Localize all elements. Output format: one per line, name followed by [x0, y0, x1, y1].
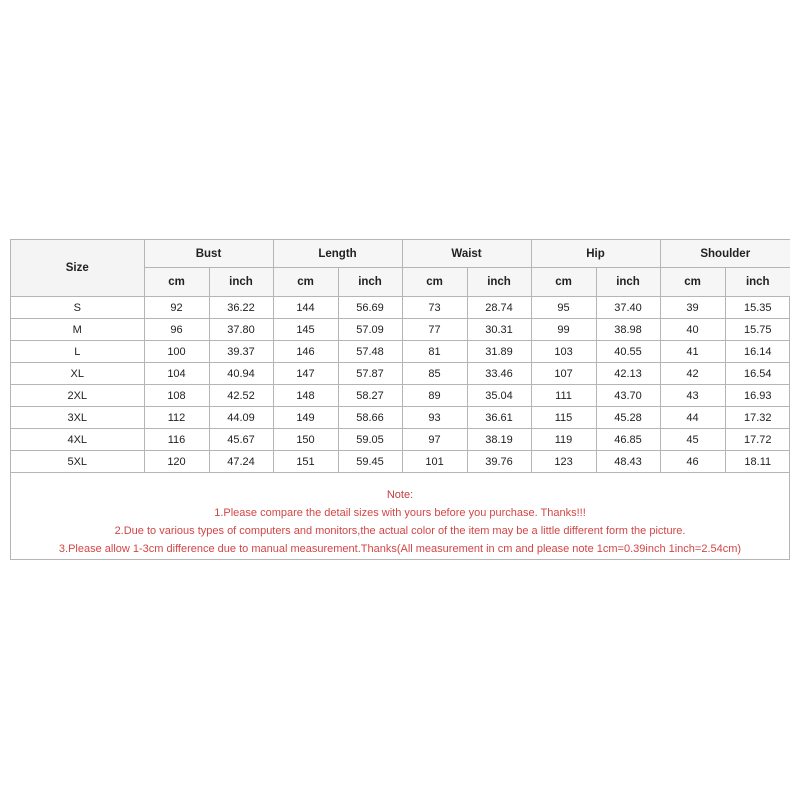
table-cell: 151: [273, 451, 338, 473]
table-cell: 58.27: [338, 385, 402, 407]
unit-cm-header: cm: [144, 268, 209, 297]
table-cell: 44.09: [209, 407, 273, 429]
unit-cm-header: cm: [531, 268, 596, 297]
note-line: 3.Please allow 1-3cm difference due to manual measurement.Thanks(All measurement in cm and please note 1cm=0.39inch 1inch=2.54cm): [58, 543, 742, 555]
length-header: Length: [273, 240, 402, 268]
table-cell: 45: [660, 429, 725, 451]
size-label: 2XL: [11, 385, 144, 407]
notes-section: [11, 486, 789, 558]
table-cell: 100: [144, 341, 209, 363]
unit-inch-header: inch: [338, 268, 402, 297]
table-cell: 42.52: [209, 385, 273, 407]
table-cell: 108: [144, 385, 209, 407]
table-cell: 85: [402, 363, 467, 385]
table-cell: 39.76: [467, 451, 531, 473]
header-row-groups: [11, 240, 790, 268]
table-cell: 112: [144, 407, 209, 429]
table-cell: 93: [402, 407, 467, 429]
unit-inch-header: inch: [209, 268, 273, 297]
table-cell: 16.93: [725, 385, 790, 407]
table-cell: 36.61: [467, 407, 531, 429]
table-cell: 56.69: [338, 297, 402, 319]
table-cell: 37.80: [209, 319, 273, 341]
table-cell: 89: [402, 385, 467, 407]
table-cell: 37.40: [596, 297, 660, 319]
table-cell: 146: [273, 341, 338, 363]
size-table: [11, 240, 790, 473]
table-cell: 35.04: [467, 385, 531, 407]
table-cell: 104: [144, 363, 209, 385]
table-cell: 147: [273, 363, 338, 385]
table-cell: 57.48: [338, 341, 402, 363]
table-cell: 58.66: [338, 407, 402, 429]
table-row: [11, 319, 790, 341]
table-cell: 39: [660, 297, 725, 319]
table-cell: 59.05: [338, 429, 402, 451]
table-cell: 111: [531, 385, 596, 407]
unit-cm-header: cm: [273, 268, 338, 297]
size-column-header: Size: [11, 240, 144, 297]
table-cell: 107: [531, 363, 596, 385]
size-chart: [10, 239, 790, 560]
hip-header: Hip: [531, 240, 660, 268]
table-cell: 57.87: [338, 363, 402, 385]
table-cell: 43.70: [596, 385, 660, 407]
table-cell: 57.09: [338, 319, 402, 341]
table-cell: 120: [144, 451, 209, 473]
size-label: 5XL: [11, 451, 144, 473]
table-cell: 28.74: [467, 297, 531, 319]
bust-header: Bust: [144, 240, 273, 268]
table-cell: 30.31: [467, 319, 531, 341]
table-cell: 31.89: [467, 341, 531, 363]
table-cell: 119: [531, 429, 596, 451]
table-cell: 43: [660, 385, 725, 407]
note-line: 1.Please compare the detail sizes with yours before you purchase. Thanks!!!: [214, 507, 586, 519]
table-cell: 46: [660, 451, 725, 473]
table-cell: 103: [531, 341, 596, 363]
size-label: 4XL: [11, 429, 144, 451]
note-title: Note:: [386, 489, 414, 501]
table-cell: 38.19: [467, 429, 531, 451]
table-cell: 45.67: [209, 429, 273, 451]
table-cell: 148: [273, 385, 338, 407]
table-row: [11, 407, 790, 429]
table-cell: 38.98: [596, 319, 660, 341]
shoulder-header: Shoulder: [660, 240, 790, 268]
table-cell: 44: [660, 407, 725, 429]
size-label: M: [11, 319, 144, 341]
table-cell: 40: [660, 319, 725, 341]
table-cell: 16.54: [725, 363, 790, 385]
table-cell: 145: [273, 319, 338, 341]
table-row: [11, 385, 790, 407]
table-cell: 33.46: [467, 363, 531, 385]
table-cell: 40.94: [209, 363, 273, 385]
size-label: XL: [11, 363, 144, 385]
unit-inch-header: inch: [725, 268, 790, 297]
table-cell: 45.28: [596, 407, 660, 429]
table-cell: 73: [402, 297, 467, 319]
size-label: L: [11, 341, 144, 363]
table-cell: 144: [273, 297, 338, 319]
table-row: [11, 341, 790, 363]
table-row: [11, 451, 790, 473]
table-cell: 115: [531, 407, 596, 429]
table-row: [11, 429, 790, 451]
unit-inch-header: inch: [596, 268, 660, 297]
table-cell: 42: [660, 363, 725, 385]
table-cell: 59.45: [338, 451, 402, 473]
table-row: [11, 297, 790, 319]
table-cell: 17.32: [725, 407, 790, 429]
table-cell: 42.13: [596, 363, 660, 385]
table-cell: 99: [531, 319, 596, 341]
table-cell: 15.75: [725, 319, 790, 341]
unit-cm-header: cm: [402, 268, 467, 297]
table-cell: 96: [144, 319, 209, 341]
note-line: 2.Due to various types of computers and monitors,the actual color of the item may be a little different form the picture.: [114, 525, 686, 537]
waist-header: Waist: [402, 240, 531, 268]
table-cell: 95: [531, 297, 596, 319]
table-cell: 40.55: [596, 341, 660, 363]
table-cell: 36.22: [209, 297, 273, 319]
table-cell: 150: [273, 429, 338, 451]
table-cell: 46.85: [596, 429, 660, 451]
table-cell: 47.24: [209, 451, 273, 473]
table-cell: 149: [273, 407, 338, 429]
table-cell: 101: [402, 451, 467, 473]
table-cell: 16.14: [725, 341, 790, 363]
table-cell: 77: [402, 319, 467, 341]
table-cell: 15.35: [725, 297, 790, 319]
size-label: S: [11, 297, 144, 319]
table-cell: 17.72: [725, 429, 790, 451]
table-cell: 39.37: [209, 341, 273, 363]
unit-cm-header: cm: [660, 268, 725, 297]
table-cell: 18.11: [725, 451, 790, 473]
table-cell: 116: [144, 429, 209, 451]
unit-inch-header: inch: [467, 268, 531, 297]
table-cell: 48.43: [596, 451, 660, 473]
table-cell: 81: [402, 341, 467, 363]
size-label: 3XL: [11, 407, 144, 429]
table-cell: 92: [144, 297, 209, 319]
table-cell: 123: [531, 451, 596, 473]
table-row: [11, 363, 790, 385]
table-cell: 41: [660, 341, 725, 363]
table-cell: 97: [402, 429, 467, 451]
